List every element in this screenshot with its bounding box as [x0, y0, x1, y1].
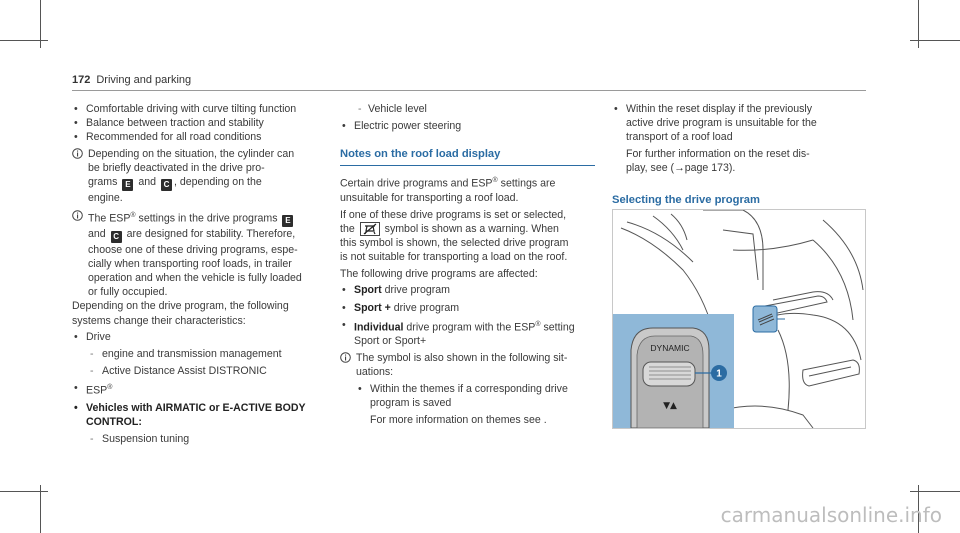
paragraph: systems change their characteristics:	[72, 314, 246, 327]
header-rule	[72, 90, 866, 91]
chapter-title: Driving and parking	[96, 74, 192, 86]
page-link[interactable]: page 173).	[684, 162, 736, 175]
sub-list-item: - engine and transmission management	[72, 347, 322, 361]
program-c-icon: C	[161, 179, 172, 191]
info-icon	[72, 210, 83, 221]
paragraph: Depending on the drive program, the following	[72, 300, 289, 313]
note-block: The ESP® settings in the drive programs E and C are designed for stability. Therefore, choose one of these driving programs, espe- cially when transporting roof loads, in trailer operation and when the vehicle is fully loaded or fully occupied.	[72, 209, 322, 300]
info-icon	[72, 148, 83, 159]
page-number: 172	[72, 74, 91, 86]
list-item: • Balance between traction and stability	[72, 116, 322, 130]
program-e-icon: E	[282, 215, 293, 227]
list-item: • Sport + drive program	[340, 301, 595, 315]
note-block: Depending on the situation, the cylinder can be briefly deactivated in the drive pro- grams E and C , depending on the engine.	[72, 147, 322, 205]
list-item: • Vehicles with AIRMATIC or E-ACTIVE BODY CONTROL:	[72, 401, 322, 429]
info-icon	[340, 352, 351, 363]
program-c-icon: C	[111, 231, 122, 243]
list-item: • ESP®	[72, 381, 322, 398]
paragraph: If one of these drive programs is set or selected,	[340, 209, 567, 221]
list-item: • Recommended for all road conditions	[72, 130, 322, 144]
watermark: carmanualsonline.info	[720, 503, 942, 527]
paragraph: For further information on the reset dis- play, see (→page 173).	[626, 148, 810, 175]
program-e-icon: E	[122, 179, 133, 191]
column-2: - Vehicle level • Electric power steering Notes on the roof load display Certain drive programs and ESP® settings are unsuitable for transporting a roof load. If one of these drive programs is set or selected, the symbol is shown as a warning. When this symbol is shown, the selected drive program is not suitable for transporting a load on the roof. The following drive programs are affected: • Sport drive program • Sport + drive program • Individual drive program with the ESP® setting Sport or Sport+ The symbol is also shown in the following sit- uations: • Within the themes if a corresponding drive program is saved For more information on themes see .	[340, 102, 595, 427]
column-1	[72, 102, 322, 446]
sub-list-item: - Active Distance Assist DISTRONIC	[72, 364, 322, 378]
sub-list-item: • Within the themes if a corresponding drive program is saved	[340, 382, 595, 410]
list-item: • Individual drive program with the ESP® setting Sport or Sport+	[340, 318, 595, 349]
crop-mark	[0, 491, 48, 492]
callout-1: 1	[716, 368, 722, 380]
list-item: • Comfortable driving with curve tilting function	[72, 102, 322, 116]
page-header	[72, 74, 191, 86]
crop-mark	[910, 491, 960, 492]
sub-list-item: - Suspension tuning	[72, 432, 322, 446]
list-item: • Electric power steering	[340, 119, 595, 133]
crop-mark	[0, 40, 48, 41]
paragraph: unsuitable for transporting a roof load.	[340, 191, 519, 204]
list-item: • Sport drive program	[340, 283, 595, 297]
paragraph: Certain drive programs and ESP® settings are	[340, 177, 556, 190]
page-ref-arrow-icon: →	[674, 162, 685, 175]
paragraph: For more information on themes see .	[370, 413, 547, 426]
crop-mark	[40, 485, 41, 533]
note-block: The symbol is also shown in the following sit- uations:	[340, 351, 595, 379]
drive-program-figure	[612, 209, 866, 429]
column-3	[612, 102, 865, 221]
crop-mark	[910, 40, 960, 41]
dynamic-button-label: DYNAMIC	[650, 343, 690, 353]
paragraph: The following drive programs are affected:	[340, 268, 538, 281]
list-item: • Drive	[72, 330, 322, 344]
section-title: Notes on the roof load display	[340, 147, 595, 166]
roof-load-warning-icon	[360, 222, 380, 236]
center-console-illustration	[613, 210, 865, 428]
section-title: Selecting the drive program	[612, 193, 865, 212]
list-item: • Within the reset display if the previously active drive program is unsuitable for the transport of a roof load	[612, 102, 865, 144]
sub-list-item: - Vehicle level	[340, 102, 595, 116]
up-down-arrows-icon: ▼▲	[663, 401, 677, 411]
